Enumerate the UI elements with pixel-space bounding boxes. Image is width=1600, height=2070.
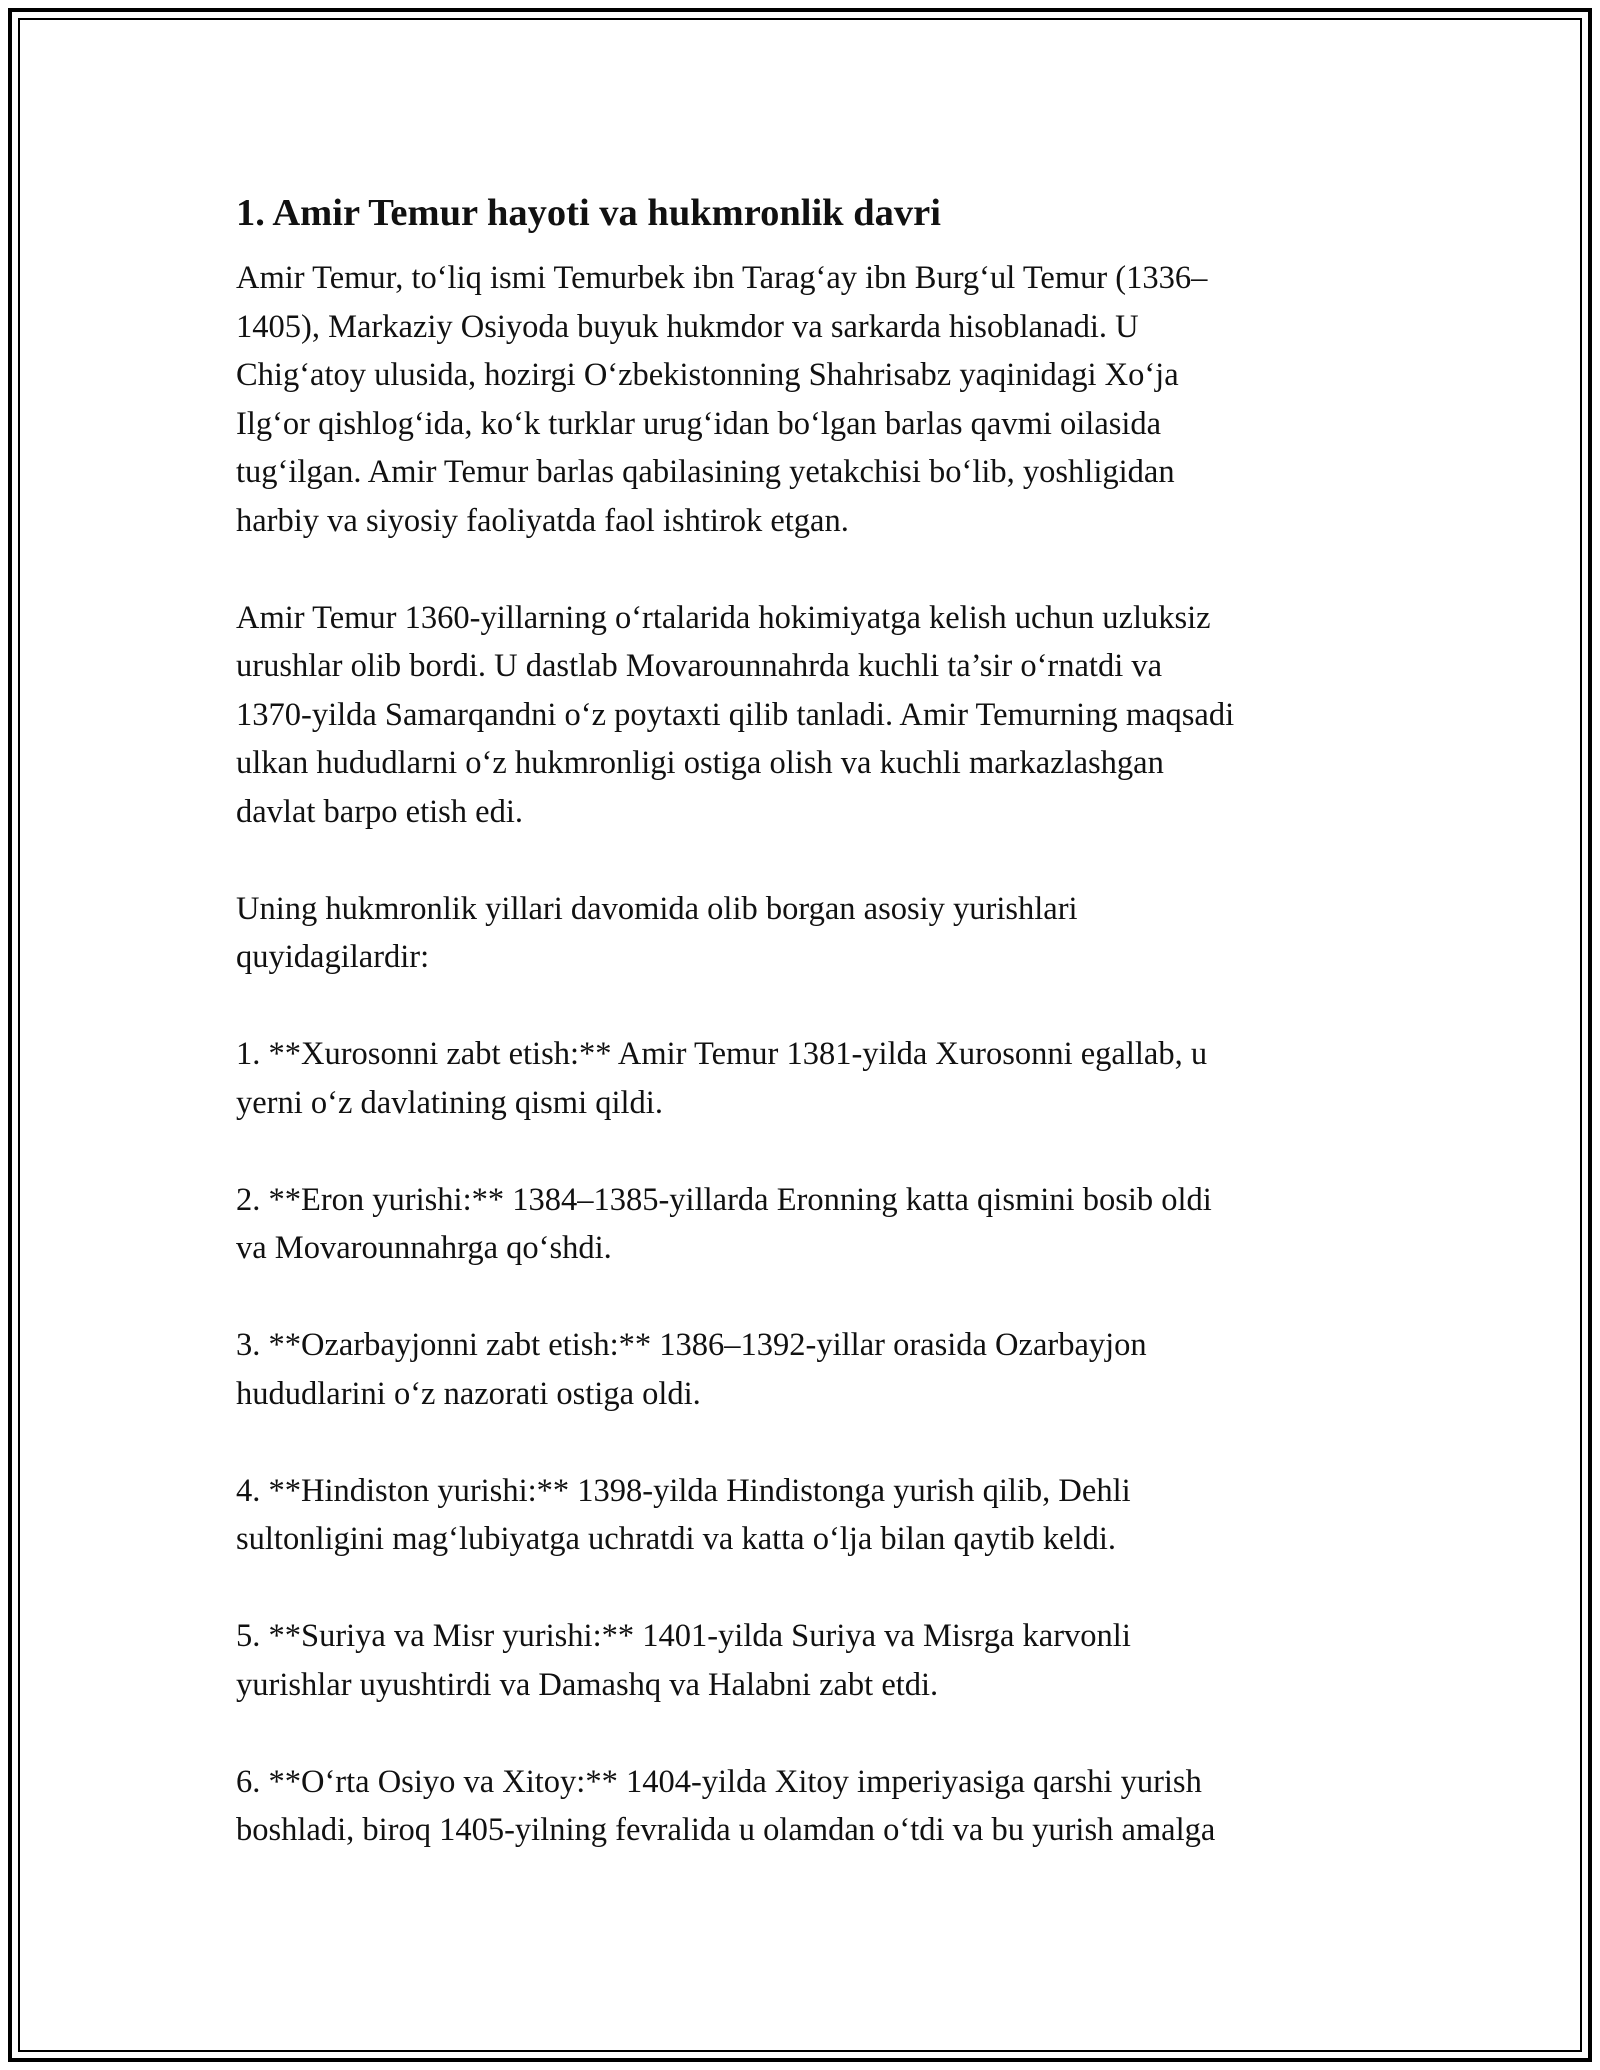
list-item-india: 4. **Hindiston yurishi:** 1398-yilda Hindistonga yurish qilib, Dehli sultonligini mag‘lubiyatga uchratdi va katta o‘lja bilan qaytib keldi. (236, 1472, 1131, 1557)
paragraph-campaigns-intro: Uning hukmronlik yillari davomida olib borgan asosiy yurishlari quyidagilardir: (236, 890, 1078, 975)
paragraph-biography: Amir Temur, to‘liq ismi Temurbek ibn Tarag‘ay ibn Burg‘ul Temur (1336– 1405), Markaziy Osiyoda buyuk hukmdor va sarkarda hisoblanadi. U Chig‘atoy ulusida, hozirgi O‘zbekistonning Shahrisabz yaqinidagi Xo‘ja Ilg‘or qishlog‘ida, ko‘k turklar urug‘idan bo‘lgan barlas qavmi oilasida tug‘ilgan. Amir Temur barlas qabilasining yetakchisi bo‘lib, yoshligidan harbiy va siyosiy faoliyatda faol ishtirok etgan. (236, 260, 1208, 539)
list-item-central-asia-china: 6. **O‘rta Osiyo va Xitoy:** 1404-yilda Xitoy imperiyasiga qarshi yurish boshladi, biroq 1405-yilning fevralida u olamdan o‘tdi va bu yurish amalga (236, 1763, 1216, 1848)
list-item-syria-egypt: 5. **Suriya va Misr yurishi:** 1401-yilda Suriya va Misrga karvonli yurishlar uyushtirdi va Damashq va Halabni zabt etdi. (236, 1618, 1131, 1703)
list-item-khorasan: 1. **Xurosonni zabt etish:** Amir Temur 1381-yilda Xurosonni egallab, u yerni o‘z davlatining qismi qildi. (236, 1036, 1208, 1121)
list-item-azerbaijan: 3. **Ozarbayjonni zabt etish:** 1386–1392-yillar orasida Ozarbayjon hududlarini o‘z nazorati ostiga oldi. (236, 1327, 1147, 1412)
document-body (236, 186, 1376, 1855)
paragraph-rise-to-power: Amir Temur 1360-yillarning o‘rtalarida hokimiyatga kelish uchun uzluksiz urushlar olib bordi. U dastlab Movarounnahrda kuchli ta’sir o‘rnatdi va 1370-yilda Samarqandni o‘z poytaxti qilib tanladi. Amir Temurning maqsadi ulkan hududlarni o‘z hukmronligi ostiga olish va kuchli markazlashgan davlat barpo etish edi. (236, 599, 1235, 830)
section-heading: 1. Amir Temur hayoti va hukmronlik davri (236, 192, 941, 234)
list-item-iran: 2. **Eron yurishi:** 1384–1385-yillarda Eronning katta qismini bosib oldi va Movarounnahrga qo‘shdi. (236, 1181, 1212, 1266)
